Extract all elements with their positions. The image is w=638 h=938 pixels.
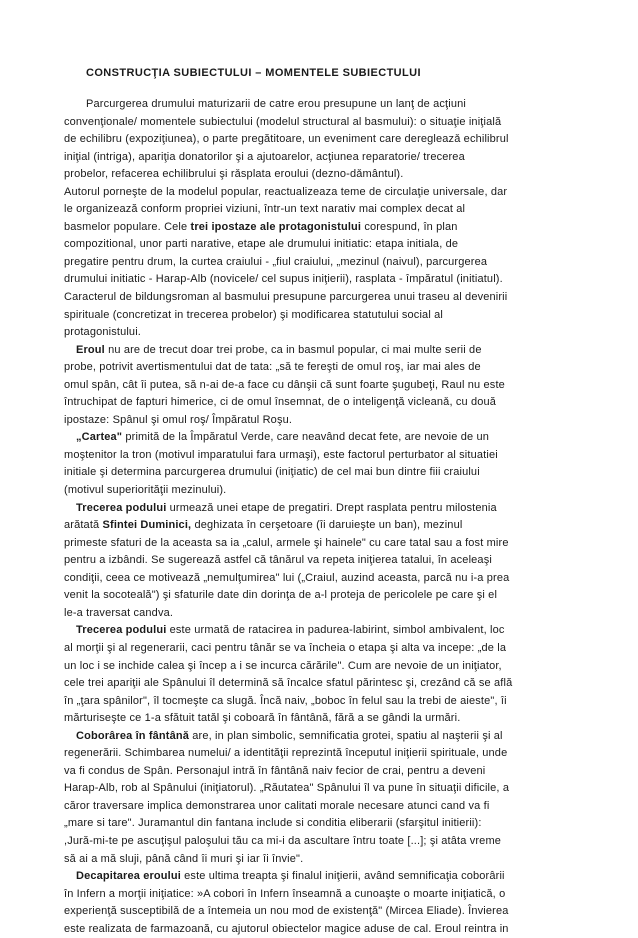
bold-text: Trecerea podului <box>76 501 167 514</box>
text-run: omul spân, cât îi putea, să n-ai de-a face cu dânşii că sunt foarte şugubeţi, Raul nu este <box>64 378 505 391</box>
text-line <box>64 236 584 254</box>
text-line <box>64 851 584 869</box>
text-run: un loc i se inchide calea şi încep a i se incurca cărările". Cum are nevoie de un iniţiator, <box>64 659 502 672</box>
text-line <box>64 868 584 886</box>
text-run: regenerării. Schimbarea numelui/ a identităţii reprezintă începutul iniţierii spirituale, unde <box>64 747 508 760</box>
text-line <box>64 96 584 114</box>
bold-text: trei ipostaze ale protagonistului <box>190 220 362 233</box>
text-run: are, in plan simbolic, semnificatia grotei, spatiu al naşterii şi al <box>189 729 503 742</box>
document-body <box>64 96 584 938</box>
text-line <box>64 447 584 465</box>
text-line <box>64 342 584 360</box>
text-run: cele trei apariţii ale Spânului îl determină să încalce sfatul părintesc şi, crezând că se află <box>64 677 513 690</box>
text-line <box>64 184 584 202</box>
text-run: pentru a izbândi. Se sugerează astfel că tânărul va repeta iniţierea tatalui, în aceleaşi <box>64 554 492 567</box>
document-title: CONSTRUCŢIA SUBIECTULUI – MOMENTELE SUBIECTULUI <box>86 67 421 79</box>
text-run: în Infern a morţii iniţiatice: »A cobori în Infern înseamnă a cunoaşte o moarte iniţiatică, o <box>64 887 506 900</box>
text-run: moştenitor la tron (motivul imparatului fara urmaşi), este factorul perturbator al situatiei <box>64 448 498 461</box>
text-line <box>64 763 584 781</box>
text-run: Caracterul de bildungsroman al basmului presupune parcurgerea unui traseu al devenirii <box>64 291 508 304</box>
text-line <box>64 535 584 553</box>
text-line <box>64 482 584 500</box>
text-line <box>64 131 584 149</box>
text-run: corespund, în plan <box>361 220 458 233</box>
text-line <box>64 921 584 938</box>
text-run: probe, potrivit avertismentului dat de tata: „să te fereşti de omul roş, iar mai ales de <box>64 361 481 374</box>
text-run: iniţial (intriga), apariţia donatorilor şi a ajutoarelor, acţiunea reparatorie/ trecerea <box>64 150 465 163</box>
text-line <box>64 289 584 307</box>
text-run: venit la socoteală") şi sfaturile date din dorinţa de a-l proteja de pericolele pe care şi el <box>64 589 498 602</box>
text-run: drumului initiatic - Harap-Alb (novicele/ cel supus iniţierii), rasplata - împăratul (initiatul). <box>64 273 503 286</box>
text-run: Parcurgerea drumului maturizarii de catre erou presupune un lanţ de acţiuni <box>86 98 466 110</box>
text-line <box>64 675 584 693</box>
text-line <box>64 798 584 816</box>
text-line <box>64 517 584 535</box>
text-run: primeste sfaturi de la aceasta sa ia „calul, armele şi hainele" cu care tatal sau a fost mire <box>64 536 509 549</box>
text-line <box>64 833 584 851</box>
text-run: întruchipat de fapturi himerice, ci de omul însemnat, de o inteligenţă vicleanǎ, cu două <box>64 396 497 409</box>
text-run: convenţionale/ momentele subiectului (modelul structural al basmului): o situaţie iniţială <box>64 115 502 128</box>
text-line <box>64 166 584 184</box>
text-line <box>64 201 584 219</box>
text-run: să ai a mă sluji, până când îi muri şi iar îi învie". <box>64 852 304 865</box>
text-line <box>64 622 584 640</box>
text-run: compozitional, unor parti narative, etape ale drumului initiatic: etapa initiala, de <box>64 238 459 251</box>
text-run: (motivul superiorităţii mezinului). <box>64 484 227 497</box>
bold-text: Eroul <box>76 343 105 356</box>
text-line <box>64 324 584 342</box>
text-line <box>64 500 584 518</box>
text-run: ipostaze: Spânul şi omul roş/ Împăratul Roşu. <box>64 413 293 426</box>
text-line <box>64 149 584 167</box>
text-line <box>64 710 584 728</box>
text-line <box>64 464 584 482</box>
text-line <box>64 307 584 325</box>
text-line <box>64 587 584 605</box>
text-line <box>64 552 584 570</box>
text-line <box>64 114 584 132</box>
text-line <box>64 605 584 623</box>
text-run: condiţii, ceea ce motivează „nemulţumirea" lui („Craiul, auzind aceasta, parcă nu i-a prea <box>64 571 510 584</box>
text-run: „mare si tare". Juramantul din fantana include si conditia eliberarii (sfarşitul initierii): <box>64 817 482 830</box>
text-line <box>64 429 584 447</box>
text-run: experienţă susceptibilă de a întemeia un nou mod de existenţă" (Mircea Eliade). Învierea <box>64 905 509 918</box>
text-line <box>64 658 584 676</box>
text-line <box>64 640 584 658</box>
bold-text: Coborârea în fântână <box>76 729 190 742</box>
text-run: este urmată de ratacirea in padurea-labirint, simbol ambivalent, loc <box>166 624 505 637</box>
text-line <box>64 219 584 237</box>
text-run: le-a traversat candva. <box>64 606 174 619</box>
text-run: primită de la Împăratul Verde, care neavând decat fete, are nevoie de un <box>122 431 489 444</box>
text-run: deghizata în cerşetoare (îi daruieşte un ban), mezinul <box>191 519 463 532</box>
text-run: al morţii şi al regenerarii, caci pentru tânăr se va încheia o etapa şi alta va incepe: „de la <box>64 641 507 654</box>
text-run: Autorul porneşte de la modelul popular, reactualizeaza teme de circulaţie universale, dar <box>64 185 508 198</box>
text-run: protagonistului. <box>64 326 142 339</box>
bold-text: Trecerea podului <box>76 624 167 637</box>
text-run: în „ţara spânilor", îl tocmeşte ca slugă. Încă naiv, „boboc în felul sau la trebi de aieste", îi <box>64 694 507 707</box>
text-run: spirituale (concretizat in trecerea probelor) şi modificarea statutului social al <box>64 308 443 321</box>
text-run: este ultima treapta şi finalul iniţierii, având semnificaţia coborârii <box>180 870 505 883</box>
text-run: initiale şi determina parcurgerea drumului (iniţiatic) de cel mai bun dintre fiii craiului <box>64 466 480 479</box>
text-line <box>64 780 584 798</box>
text-line <box>64 394 584 412</box>
bold-text: Sfintei Duminici, <box>102 519 192 532</box>
text-run: le organizează conform propriei viziuni, într-un text narativ mai complex decat al <box>64 203 466 216</box>
text-line <box>64 815 584 833</box>
text-run: de echilibru (expoziţiunea), o parte pregătitoare, un eveniment care deregleazǎ echilibrul <box>64 133 509 146</box>
text-run: probelor, refacerea echilibrului şi rǎsplata eroului (dezno-dǎmântul). <box>64 168 404 181</box>
text-run: arătată <box>64 519 103 532</box>
text-run: urmează unei etape de pregatiri. Drept rasplata pentru milostenia <box>166 501 497 514</box>
text-run: nu are de trecut doar trei probe, ca in basmul popular, ci mai multe serii de <box>104 343 482 356</box>
text-line <box>64 254 584 272</box>
text-line <box>64 728 584 746</box>
text-line <box>64 570 584 588</box>
text-run: este realizata de farmazoană, cu ajutorul obiectelor magice aduse de cal. Eroul reintra in <box>64 922 509 935</box>
text-line <box>64 903 584 921</box>
text-line <box>64 271 584 289</box>
text-line <box>64 693 584 711</box>
bold-text: Decapitarea eroului <box>76 870 181 883</box>
text-run: căror traversare implica demonstrarea unor calitati morale necesare atunci cand va fi <box>64 799 490 812</box>
text-line <box>64 377 584 395</box>
bold-text: „Cartea" <box>76 431 123 444</box>
text-run: mărturiseşte ce 1-a sfătuit tatăl şi coboară în fântână, fără a se gândi la urmări. <box>64 712 461 725</box>
text-line <box>64 886 584 904</box>
text-run: Harap-Alb, rob al Spânului (iniţiatorul). „Răutatea" Spânului îl va pune în situaţii dificile, a <box>64 782 510 795</box>
text-run: va fi condus de Spân. Personajul intră în fântână naiv fecior de crai, pentru a deveni <box>64 764 486 777</box>
text-run: ,Jură-mi-te pe ascuţişul paloşului tău ca mi-i da ascultare întru toate [...]; şi atâta vreme <box>64 834 502 847</box>
text-line <box>64 412 584 430</box>
text-line <box>64 745 584 763</box>
text-run: basmelor populare. Cele <box>64 220 191 233</box>
text-line <box>64 359 584 377</box>
text-run: pregatire pentru drum, la curtea craiului - „fiul craiului, „mezinul (naivul), parcurgerea <box>64 255 488 268</box>
